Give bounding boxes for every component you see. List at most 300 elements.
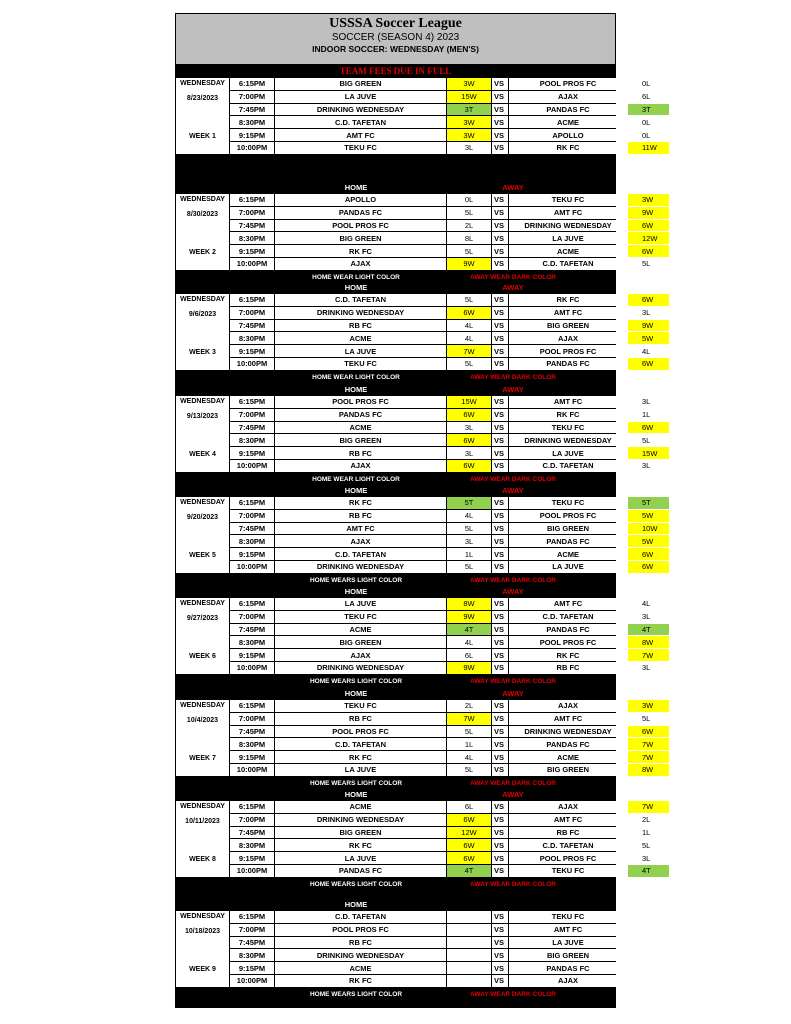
away-team: AJAX bbox=[509, 332, 627, 344]
home-team: DRINKING WEDNESDAY bbox=[275, 949, 446, 961]
away-score: 4L bbox=[628, 598, 669, 610]
week-block bbox=[176, 396, 658, 473]
game-time: 10:00PM bbox=[230, 662, 274, 674]
game-row bbox=[230, 949, 615, 962]
home-score: 8L bbox=[447, 232, 491, 244]
vs-label: VS bbox=[492, 561, 508, 573]
away-header-label: AWAY bbox=[502, 486, 524, 495]
vs-label: VS bbox=[492, 345, 508, 357]
away-wear-note: AWAY WEAR DARK COLOR bbox=[470, 990, 556, 998]
game-row bbox=[230, 142, 657, 155]
home-team: C.D. TAFETAN bbox=[275, 548, 446, 560]
away-score: 6L bbox=[628, 91, 669, 103]
home-team: BIG GREEN bbox=[275, 434, 446, 446]
vs-label: VS bbox=[492, 447, 508, 459]
home-score: 3L bbox=[447, 422, 491, 434]
home-away-header bbox=[176, 585, 615, 598]
game-time: 10:00PM bbox=[230, 258, 274, 270]
game-row bbox=[230, 624, 651, 637]
away-team: BIG GREEN bbox=[509, 523, 627, 535]
vs-label: VS bbox=[492, 434, 508, 446]
away-wear-note: AWAY WEAR DARK COLOR bbox=[470, 880, 556, 888]
home-score: 6W bbox=[447, 852, 491, 864]
away-score: 6W bbox=[628, 548, 669, 560]
home-score: 4T bbox=[447, 865, 491, 877]
week-label: WEEK 2 bbox=[189, 249, 216, 257]
game-row bbox=[230, 409, 651, 422]
home-score: 1L bbox=[447, 738, 491, 750]
game-time: 7:45PM bbox=[230, 937, 274, 949]
home-score: 15W bbox=[447, 91, 491, 103]
away-header-label: AWAY bbox=[502, 283, 524, 292]
game-date: 10/11/2023 bbox=[185, 817, 220, 825]
home-score: 4L bbox=[447, 320, 491, 332]
game-time: 6:15PM bbox=[230, 700, 274, 712]
home-wear-note: HOME WEAR LIGHT COLOR bbox=[312, 475, 400, 483]
week-info-column bbox=[176, 194, 229, 270]
away-score bbox=[628, 949, 669, 961]
game-time: 7:00PM bbox=[230, 207, 274, 219]
away-score: 6W bbox=[628, 294, 669, 306]
week-info-column bbox=[176, 497, 229, 573]
away-team: RK FC bbox=[509, 294, 627, 306]
home-team: AMT FC bbox=[275, 523, 446, 535]
vs-label: VS bbox=[492, 764, 508, 776]
home-score: 9W bbox=[447, 611, 491, 623]
away-score: 3L bbox=[628, 662, 669, 674]
away-team: PANDAS FC bbox=[509, 962, 627, 974]
game-row bbox=[230, 396, 651, 409]
game-time: 7:00PM bbox=[230, 91, 274, 103]
game-time: 7:00PM bbox=[230, 307, 274, 319]
home-team: RK FC bbox=[275, 245, 446, 257]
game-date: 8/30/2023 bbox=[186, 210, 219, 218]
home-score: 3W bbox=[447, 129, 491, 141]
home-team: ACME bbox=[275, 801, 446, 813]
game-row bbox=[230, 78, 651, 91]
away-score: 3W bbox=[628, 700, 669, 712]
game-time: 7:45PM bbox=[230, 422, 274, 434]
division-subtitle: INDOOR SOCCER: WEDNESDAY (MEN'S) bbox=[312, 44, 479, 54]
away-score: 1L bbox=[628, 827, 669, 839]
home-team: AJAX bbox=[275, 649, 446, 661]
vs-label: VS bbox=[492, 409, 508, 421]
home-team: RK FC bbox=[275, 839, 446, 851]
weekday-label: WEDNESDAY bbox=[180, 600, 225, 607]
away-wear-note: AWAY WEAR DARK COLOR bbox=[470, 576, 556, 584]
vs-label: VS bbox=[492, 535, 508, 547]
game-time: 7:00PM bbox=[230, 510, 274, 522]
away-team: POOL PROS FC bbox=[509, 510, 627, 522]
home-team: ACME bbox=[275, 962, 446, 974]
game-row bbox=[230, 839, 651, 852]
vs-label: VS bbox=[492, 116, 508, 128]
game-row bbox=[230, 194, 654, 207]
away-team: AMT FC bbox=[509, 598, 627, 610]
vs-label: VS bbox=[492, 839, 508, 851]
wear-color-note bbox=[176, 675, 615, 688]
game-time: 7:45PM bbox=[230, 320, 274, 332]
home-team: POOL PROS FC bbox=[275, 924, 446, 936]
home-wear-note: HOME WEAR LIGHT COLOR bbox=[312, 273, 400, 281]
vs-label: VS bbox=[492, 258, 508, 270]
home-team: RB FC bbox=[275, 937, 446, 949]
game-row bbox=[230, 332, 654, 345]
game-row bbox=[230, 636, 654, 649]
home-header-label: HOME bbox=[344, 283, 368, 292]
game-time: 6:15PM bbox=[230, 396, 274, 408]
weekday-label: WEDNESDAY bbox=[180, 398, 225, 405]
home-team: RB FC bbox=[275, 447, 446, 459]
game-time: 8:30PM bbox=[230, 232, 274, 244]
vs-label: VS bbox=[492, 700, 508, 712]
home-team: RB FC bbox=[275, 713, 446, 725]
away-team: LA JUVE bbox=[509, 937, 627, 949]
home-away-header bbox=[176, 484, 615, 497]
home-team: LA JUVE bbox=[275, 852, 446, 864]
away-team: RK FC bbox=[509, 409, 627, 421]
home-score: 6W bbox=[447, 409, 491, 421]
home-team: RK FC bbox=[275, 497, 446, 509]
away-header-label: AWAY bbox=[502, 385, 524, 394]
game-row bbox=[230, 827, 651, 840]
home-away-header bbox=[176, 687, 615, 700]
vs-label: VS bbox=[492, 194, 508, 206]
home-score: 6W bbox=[447, 839, 491, 851]
home-team: DRINKING WEDNESDAY bbox=[275, 561, 446, 573]
away-score: 7W bbox=[628, 801, 669, 813]
vs-label: VS bbox=[492, 142, 508, 154]
week-block bbox=[176, 801, 654, 878]
game-time: 9:15PM bbox=[230, 548, 274, 560]
game-date: 9/6/2023 bbox=[188, 310, 217, 318]
away-score: 5W bbox=[628, 332, 669, 344]
home-header-label: HOME bbox=[344, 385, 368, 394]
home-score: 4L bbox=[447, 510, 491, 522]
vs-label: VS bbox=[492, 975, 508, 987]
home-score: 5T bbox=[447, 497, 491, 509]
away-team: AMT FC bbox=[509, 713, 627, 725]
week-info-column bbox=[176, 598, 229, 674]
away-score: 6W bbox=[628, 220, 669, 232]
home-score: 9W bbox=[447, 662, 491, 674]
vs-label: VS bbox=[492, 523, 508, 535]
away-score: 7W bbox=[628, 751, 669, 763]
home-header-label: HOME bbox=[344, 790, 368, 799]
game-row bbox=[230, 307, 651, 320]
vs-label: VS bbox=[492, 232, 508, 244]
vs-label: VS bbox=[492, 726, 508, 738]
away-score: 4T bbox=[628, 865, 669, 877]
home-score: 3L bbox=[447, 535, 491, 547]
home-team: BIG GREEN bbox=[275, 636, 446, 648]
home-team: DRINKING WEDNESDAY bbox=[275, 104, 446, 116]
home-score: 2L bbox=[447, 220, 491, 232]
away-score: 6W bbox=[628, 245, 669, 257]
game-row bbox=[230, 523, 658, 536]
away-score: 5W bbox=[628, 535, 669, 547]
game-time: 10:00PM bbox=[230, 561, 274, 573]
game-time: 10:00PM bbox=[230, 142, 274, 154]
away-team: LA JUVE bbox=[509, 561, 627, 573]
game-row bbox=[230, 649, 654, 662]
away-team: PANDAS FC bbox=[509, 535, 627, 547]
away-score bbox=[628, 975, 669, 987]
away-score bbox=[628, 911, 669, 923]
game-date: 10/18/2023 bbox=[184, 927, 221, 935]
game-row bbox=[230, 116, 651, 129]
game-row bbox=[230, 422, 654, 435]
vs-label: VS bbox=[492, 962, 508, 974]
home-score: 5L bbox=[447, 358, 491, 370]
game-row bbox=[230, 345, 651, 358]
game-time: 7:45PM bbox=[230, 827, 274, 839]
vs-label: VS bbox=[492, 91, 508, 103]
week-block bbox=[176, 294, 654, 371]
vs-label: VS bbox=[492, 949, 508, 961]
away-team: TEKU FC bbox=[509, 911, 627, 923]
home-header-label: HOME bbox=[344, 183, 368, 192]
vs-label: VS bbox=[492, 865, 508, 877]
home-team: PANDAS FC bbox=[275, 409, 446, 421]
vs-label: VS bbox=[492, 738, 508, 750]
game-row bbox=[230, 924, 615, 937]
game-time: 6:15PM bbox=[230, 294, 274, 306]
away-score: 4T bbox=[628, 624, 669, 636]
game-row bbox=[230, 726, 654, 739]
away-score: 1L bbox=[628, 409, 669, 421]
vs-label: VS bbox=[492, 510, 508, 522]
away-team: POOL PROS FC bbox=[509, 852, 627, 864]
game-row bbox=[230, 713, 651, 726]
away-team: LA JUVE bbox=[509, 447, 627, 459]
home-score: 2L bbox=[447, 700, 491, 712]
away-team: POOL PROS FC bbox=[509, 636, 627, 648]
home-team: PANDAS FC bbox=[275, 865, 446, 877]
week-block bbox=[176, 78, 657, 155]
game-time: 9:15PM bbox=[230, 447, 274, 459]
game-row bbox=[230, 611, 651, 624]
home-team: ACME bbox=[275, 624, 446, 636]
home-score: 9W bbox=[447, 258, 491, 270]
home-score: 5L bbox=[447, 245, 491, 257]
week-info-column bbox=[176, 396, 229, 472]
away-score: 8W bbox=[628, 636, 669, 648]
home-score: 5L bbox=[447, 294, 491, 306]
away-wear-note: AWAY WEAR DARK COLOR bbox=[470, 373, 556, 381]
away-score: 5L bbox=[628, 434, 669, 446]
home-team: LA JUVE bbox=[275, 598, 446, 610]
home-team: DRINKING WEDNESDAY bbox=[275, 307, 446, 319]
away-team: DRINKING WEDNESDAY bbox=[509, 726, 627, 738]
game-date: 9/13/2023 bbox=[186, 412, 219, 420]
game-time: 6:15PM bbox=[230, 497, 274, 509]
away-team: AJAX bbox=[509, 801, 627, 813]
game-time: 6:15PM bbox=[230, 911, 274, 923]
home-team: BIG GREEN bbox=[275, 78, 446, 90]
away-team: PANDAS FC bbox=[509, 738, 627, 750]
away-header-label: AWAY bbox=[502, 587, 524, 596]
away-team: PANDAS FC bbox=[509, 104, 627, 116]
home-away-header bbox=[176, 898, 615, 911]
game-row bbox=[230, 814, 651, 827]
home-team: RB FC bbox=[275, 510, 446, 522]
home-wear-note: HOME WEARS LIGHT COLOR bbox=[309, 677, 403, 685]
game-row bbox=[230, 751, 654, 764]
game-row bbox=[230, 962, 615, 975]
away-team: BIG GREEN bbox=[509, 764, 627, 776]
weekday-label: WEDNESDAY bbox=[180, 702, 225, 709]
week-info-column bbox=[176, 801, 229, 877]
away-team: TEKU FC bbox=[509, 422, 627, 434]
home-score: 3L bbox=[447, 447, 491, 459]
game-time: 10:00PM bbox=[230, 764, 274, 776]
home-score: 5L bbox=[447, 764, 491, 776]
weekday-label: WEDNESDAY bbox=[180, 499, 225, 506]
home-score: 0L bbox=[447, 194, 491, 206]
home-team: DRINKING WEDNESDAY bbox=[275, 662, 446, 674]
away-score: 6W bbox=[628, 561, 669, 573]
game-row bbox=[230, 535, 654, 548]
home-score: 6W bbox=[447, 434, 491, 446]
game-time: 8:30PM bbox=[230, 434, 274, 446]
game-time: 8:30PM bbox=[230, 116, 274, 128]
home-score: 15W bbox=[447, 396, 491, 408]
home-score bbox=[447, 975, 491, 987]
vs-label: VS bbox=[492, 320, 508, 332]
game-time: 6:15PM bbox=[230, 801, 274, 813]
title-block bbox=[176, 14, 615, 64]
away-score: 3L bbox=[628, 460, 669, 472]
away-score: 2L bbox=[628, 814, 669, 826]
home-team: APOLLO bbox=[275, 194, 446, 206]
home-team: POOL PROS FC bbox=[275, 396, 446, 408]
game-date: 10/4/2023 bbox=[186, 716, 219, 724]
home-score: 7W bbox=[447, 345, 491, 357]
away-score: 7W bbox=[628, 738, 669, 750]
vs-label: VS bbox=[492, 662, 508, 674]
week-label: WEEK 4 bbox=[189, 451, 216, 459]
home-team: LA JUVE bbox=[275, 764, 446, 776]
vs-label: VS bbox=[492, 548, 508, 560]
home-score: 6L bbox=[447, 649, 491, 661]
vs-label: VS bbox=[492, 814, 508, 826]
home-score: 1L bbox=[447, 548, 491, 560]
home-score: 4L bbox=[447, 332, 491, 344]
away-score: 5W bbox=[628, 510, 669, 522]
game-date: 9/20/2023 bbox=[186, 513, 219, 521]
vs-label: VS bbox=[492, 649, 508, 661]
away-score: 3L bbox=[628, 611, 669, 623]
home-team: C.D. TAFETAN bbox=[275, 738, 446, 750]
league-title: USSSA Soccer League bbox=[329, 16, 462, 31]
home-header-label: HOME bbox=[344, 900, 368, 909]
away-score: 15W bbox=[628, 447, 669, 459]
weekday-label: WEDNESDAY bbox=[180, 296, 225, 303]
vs-label: VS bbox=[492, 396, 508, 408]
game-time: 7:45PM bbox=[230, 523, 274, 535]
vs-label: VS bbox=[492, 598, 508, 610]
game-row bbox=[230, 358, 654, 371]
game-date: 8/23/2023 bbox=[186, 94, 219, 102]
wear-color-note bbox=[176, 988, 615, 1001]
game-row bbox=[230, 598, 651, 611]
week-label: WEEK 5 bbox=[189, 552, 216, 560]
game-time: 10:00PM bbox=[230, 975, 274, 987]
game-row bbox=[230, 865, 651, 878]
away-team: AJAX bbox=[509, 91, 627, 103]
away-team: AMT FC bbox=[509, 814, 627, 826]
game-row bbox=[230, 662, 651, 675]
away-score: 0L bbox=[628, 78, 669, 90]
away-score: 12W bbox=[628, 232, 669, 244]
home-away-header bbox=[176, 281, 615, 294]
weekday-label: WEDNESDAY bbox=[180, 803, 225, 810]
vs-label: VS bbox=[492, 78, 508, 90]
home-score bbox=[447, 924, 491, 936]
home-score: 4L bbox=[447, 751, 491, 763]
home-score: 3T bbox=[447, 104, 491, 116]
away-score: 5L bbox=[628, 258, 669, 270]
home-team: BIG GREEN bbox=[275, 232, 446, 244]
home-team: AMT FC bbox=[275, 129, 446, 141]
home-wear-note: HOME WEARS LIGHT COLOR bbox=[309, 779, 403, 787]
vs-label: VS bbox=[492, 713, 508, 725]
away-team: POOL PROS FC bbox=[509, 78, 627, 90]
home-score: 6L bbox=[447, 801, 491, 813]
home-score bbox=[447, 937, 491, 949]
away-team: RB FC bbox=[509, 662, 627, 674]
game-time: 7:45PM bbox=[230, 220, 274, 232]
week-label: WEEK 8 bbox=[189, 856, 216, 864]
home-team: C.D. TAFETAN bbox=[275, 116, 446, 128]
away-wear-note: AWAY WEAR DARK COLOR bbox=[470, 677, 556, 685]
season-subtitle: SOCCER (SEASON 4) 2023 bbox=[331, 32, 460, 43]
game-row bbox=[230, 232, 658, 245]
game-time: 6:15PM bbox=[230, 194, 274, 206]
away-team: AJAX bbox=[509, 700, 627, 712]
weekday-label: WEDNESDAY bbox=[180, 913, 225, 920]
away-team: BIG GREEN bbox=[509, 949, 627, 961]
game-row bbox=[230, 294, 654, 307]
away-team: POOL PROS FC bbox=[509, 345, 627, 357]
home-score: 8W bbox=[447, 598, 491, 610]
away-score: 6W bbox=[628, 726, 669, 738]
away-team: C.D. TAFETAN bbox=[509, 839, 627, 851]
home-team: RB FC bbox=[275, 320, 446, 332]
away-score bbox=[628, 937, 669, 949]
game-row bbox=[230, 852, 651, 865]
home-score: 6W bbox=[447, 814, 491, 826]
game-time: 7:00PM bbox=[230, 814, 274, 826]
home-team: TEKU FC bbox=[275, 611, 446, 623]
week-label: WEEK 9 bbox=[189, 966, 216, 974]
home-team: ACME bbox=[275, 422, 446, 434]
away-score: 3L bbox=[628, 396, 669, 408]
game-time: 6:15PM bbox=[230, 78, 274, 90]
week-label: WEEK 6 bbox=[189, 653, 216, 661]
vs-label: VS bbox=[492, 801, 508, 813]
week-label: WEEK 3 bbox=[189, 349, 216, 357]
game-time: 9:15PM bbox=[230, 129, 274, 141]
game-row bbox=[230, 510, 654, 523]
game-time: 8:30PM bbox=[230, 636, 274, 648]
vs-label: VS bbox=[492, 460, 508, 472]
vs-label: VS bbox=[492, 220, 508, 232]
away-team: ACME bbox=[509, 548, 627, 560]
home-team: AJAX bbox=[275, 460, 446, 472]
game-row bbox=[230, 911, 615, 924]
